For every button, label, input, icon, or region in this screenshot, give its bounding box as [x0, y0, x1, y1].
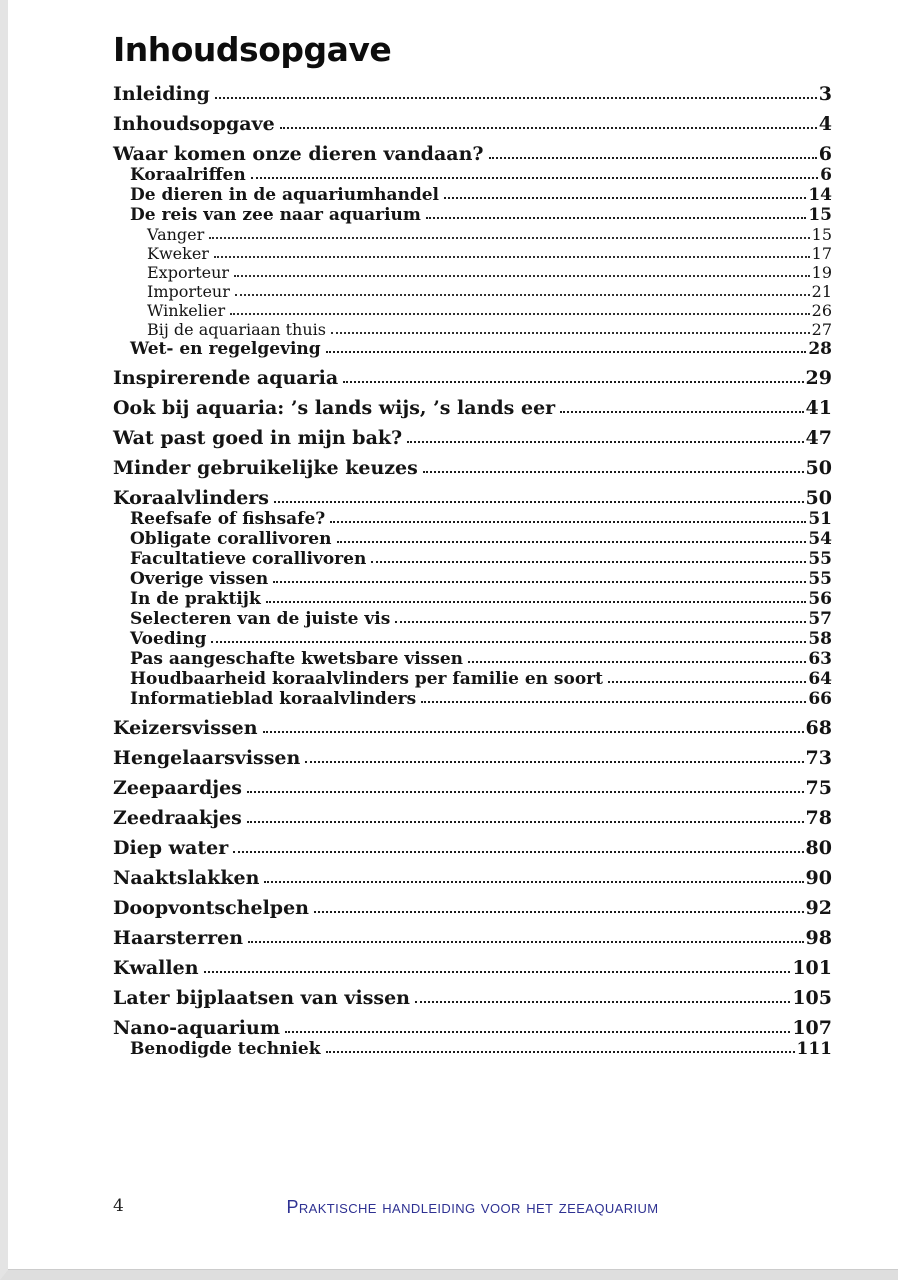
- toc-leader-dots: [209, 237, 809, 239]
- toc-entry-label: Inspirerende aquaria: [113, 367, 339, 389]
- toc-entry-page: 27: [811, 320, 832, 339]
- toc-entry-page: 29: [805, 367, 832, 389]
- toc-entry-label: Keizersvissen: [113, 717, 258, 739]
- toc-entry: [113, 868, 832, 889]
- toc-leader-dots: [421, 701, 806, 703]
- toc-leader-dots: [423, 471, 804, 473]
- toc-entry-page: 21: [811, 282, 832, 301]
- toc-entry-label: Importeur: [147, 282, 230, 301]
- toc-entry: [130, 669, 832, 689]
- toc-entry-label: Koraalriffen: [130, 165, 246, 185]
- toc-leader-dots: [264, 881, 803, 883]
- toc-entry-label: Minder gebruikelijke keuzes: [113, 457, 418, 479]
- toc-entry-label: Reefsafe of fishsafe?: [130, 509, 326, 529]
- toc-entry: [113, 84, 832, 105]
- toc-leader-dots: [204, 971, 791, 973]
- toc-entry-label: Inhoudsopgave: [113, 113, 275, 135]
- toc-entry: [113, 368, 832, 389]
- toc-entry-label: Kwallen: [113, 957, 199, 979]
- toc-leader-dots: [337, 541, 807, 543]
- toc-entry: [130, 509, 832, 529]
- toc-leader-dots: [215, 97, 817, 99]
- toc-entry: [130, 529, 832, 549]
- toc-entry: [113, 114, 832, 135]
- toc-entry-page: 78: [805, 807, 832, 829]
- toc-leader-dots: [489, 157, 817, 159]
- toc-entry-page: 15: [808, 205, 832, 225]
- toc-entry-label: Haarsterren: [113, 927, 244, 949]
- toc-entry-page: 54: [808, 529, 832, 549]
- toc-entry-page: 6: [818, 143, 832, 165]
- toc-entry-page: 50: [805, 457, 832, 479]
- toc-entry-label: Doopvontschelpen: [113, 897, 309, 919]
- toc-entry-label: De dieren in de aquariumhandel: [130, 185, 439, 205]
- toc-leader-dots: [330, 521, 806, 523]
- toc-entry: [147, 301, 832, 320]
- toc-entry-label: Selecteren van de juiste vis: [130, 609, 391, 629]
- toc-entry: [147, 244, 832, 263]
- toc-entry: [113, 988, 832, 1009]
- toc-leader-dots: [468, 661, 806, 663]
- toc-entry: [113, 898, 832, 919]
- toc-entry-label: Wet- en regelgeving: [130, 339, 321, 359]
- toc-entry: [130, 165, 832, 185]
- toc-entry-label: Winkelier: [147, 301, 226, 320]
- toc-entry: [113, 928, 832, 949]
- toc-entry-label: Inleiding: [113, 83, 210, 105]
- footer-running-title: Praktische handleiding voor het zeeaquarium: [286, 1197, 659, 1217]
- toc-leader-dots: [343, 381, 803, 383]
- toc-entry-page: 90: [805, 867, 832, 889]
- toc-entry-page: 75: [805, 777, 832, 799]
- toc-entry-page: 56: [808, 589, 832, 609]
- toc-entry-label: Exporteur: [147, 263, 230, 282]
- toc-entry: [147, 225, 832, 244]
- toc-entry-page: 19: [811, 263, 832, 282]
- toc-entry-page: 28: [808, 339, 832, 359]
- toc-entry: [130, 549, 832, 569]
- toc-entry-label: Informatieblad koraalvlinders: [130, 689, 417, 709]
- toc-entry-page: 66: [808, 689, 832, 709]
- toc-entry-label: Zeepaardjes: [113, 777, 242, 799]
- toc-entry-page: 92: [805, 897, 832, 919]
- toc-leader-dots: [395, 621, 806, 623]
- toc-entry-page: 80: [805, 837, 832, 859]
- toc-entry-page: 98: [805, 927, 832, 949]
- toc-entry: [147, 320, 832, 339]
- page-title: Inhoudsopgave: [113, 30, 392, 69]
- toc-entry-page: 105: [792, 987, 832, 1009]
- toc-leader-dots: [314, 911, 804, 913]
- toc-entry-label: Naaktslakken: [113, 867, 260, 889]
- toc-entry-label: Overige vissen: [130, 569, 269, 589]
- toc-entry: [130, 569, 832, 589]
- toc-leader-dots: [305, 761, 803, 763]
- toc-entry: [113, 718, 832, 739]
- toc-leader-dots: [371, 561, 806, 563]
- toc-entry-page: 64: [808, 669, 832, 689]
- toc-entry-label: Later bijplaatsen van vissen: [113, 987, 410, 1009]
- toc-entry-page: 3: [818, 83, 832, 105]
- toc-entry-page: 6: [820, 165, 832, 185]
- toc-leader-dots: [247, 791, 804, 793]
- toc-leader-dots: [251, 177, 818, 179]
- toc-entry: [130, 609, 832, 629]
- toc-entry-label: Houdbaarheid koraalvlinders per familie en soort: [130, 669, 603, 689]
- toc-leader-dots: [285, 1031, 790, 1033]
- toc-entry-page: 51: [808, 509, 832, 529]
- toc-entry-label: Koraalvlinders: [113, 487, 269, 509]
- toc-leader-dots: [247, 821, 804, 823]
- toc-leader-dots: [326, 351, 807, 353]
- toc-entry: [113, 1018, 832, 1039]
- toc-entry-page: 68: [805, 717, 832, 739]
- toc-leader-dots: [560, 411, 803, 413]
- toc-entry-page: 41: [805, 397, 832, 419]
- toc-entry-label: Facultatieve corallivoren: [130, 549, 367, 569]
- toc-entry-page: 57: [808, 609, 832, 629]
- toc-entry-page: 55: [808, 549, 832, 569]
- toc-entry-label: De reis van zee naar aquarium: [130, 205, 421, 225]
- toc-entry-page: 50: [805, 487, 832, 509]
- toc-entry: [113, 778, 832, 799]
- toc-entry-label: Voeding: [130, 629, 207, 649]
- toc-entry-page: 26: [811, 301, 832, 320]
- toc-entry: [113, 838, 832, 859]
- toc-entry-label: Obligate corallivoren: [130, 529, 332, 549]
- toc-entry-label: Nano-aquarium: [113, 1017, 280, 1039]
- toc-leader-dots: [234, 275, 810, 277]
- toc-leader-dots: [415, 1001, 790, 1003]
- toc-entry: [113, 428, 832, 449]
- toc-entry: [130, 589, 832, 609]
- toc-leader-dots: [608, 681, 806, 683]
- toc-entry: [130, 689, 832, 709]
- toc-leader-dots: [211, 641, 806, 643]
- toc-leader-dots: [273, 581, 806, 583]
- toc-leader-dots: [235, 294, 810, 296]
- toc-leader-dots: [214, 256, 810, 258]
- toc-entry: [113, 144, 832, 165]
- toc-entry: [130, 205, 832, 225]
- toc-entry-page: 58: [808, 629, 832, 649]
- toc-entry-label: Diep water: [113, 837, 229, 859]
- toc-entry-page: 107: [792, 1017, 832, 1039]
- toc-leader-dots: [326, 1051, 795, 1053]
- toc-leader-dots: [444, 197, 806, 199]
- toc-entry-label: Benodigde techniek: [130, 1039, 321, 1059]
- toc-leader-dots: [248, 941, 803, 943]
- footer-page-number: 4: [113, 1196, 124, 1216]
- toc-entry-label: Ook bij aquaria: ’s lands wijs, ’s lands eer: [113, 397, 556, 419]
- toc-entry-label: Pas aangeschafte kwetsbare vissen: [130, 649, 464, 669]
- toc-entry-page: 55: [808, 569, 832, 589]
- toc-entry: [113, 458, 832, 479]
- toc-entry: [147, 263, 832, 282]
- toc-entry-label: Waar komen onze dieren vandaan?: [113, 143, 484, 165]
- toc-entry: [130, 1039, 832, 1059]
- toc-entry-label: Bij de aquariaan thuis: [147, 320, 326, 339]
- toc-entry: [130, 339, 832, 359]
- toc-entry-label: In de praktijk: [130, 589, 261, 609]
- toc-leader-dots: [407, 441, 803, 443]
- toc-entry: [113, 398, 832, 419]
- toc-entry: [113, 748, 832, 769]
- toc-entry: [113, 488, 832, 509]
- toc-leader-dots: [274, 501, 804, 503]
- toc-entry: [147, 282, 832, 301]
- toc-entry: [113, 808, 832, 829]
- toc-entry-page: 111: [796, 1039, 832, 1059]
- toc-leader-dots: [280, 127, 817, 129]
- toc-leader-dots: [230, 313, 810, 315]
- toc-entry-page: 15: [811, 225, 832, 244]
- toc-entry-label: Vanger: [147, 225, 205, 244]
- toc-entry-page: 14: [808, 185, 832, 205]
- toc-entry-page: 73: [805, 747, 832, 769]
- toc-entry-page: 17: [811, 244, 832, 263]
- toc-entry-label: Zeedraakjes: [113, 807, 242, 829]
- toc-leader-dots: [266, 601, 807, 603]
- toc-leader-dots: [263, 731, 804, 733]
- toc-leader-dots: [426, 217, 806, 219]
- toc-entry: [130, 649, 832, 669]
- toc-entry-page: 101: [792, 957, 832, 979]
- toc-entry-label: Kweker: [147, 244, 209, 263]
- toc-entry-page: 63: [808, 649, 832, 669]
- toc-entry: [113, 958, 832, 979]
- toc-entry: [130, 629, 832, 649]
- toc-entry: [130, 185, 832, 205]
- page-footer: [113, 1196, 832, 1220]
- page-content: [8, 0, 898, 1059]
- toc-leader-dots: [331, 332, 810, 334]
- toc-entry-label: Wat past goed in mijn bak?: [113, 427, 403, 449]
- toc-entry-page: 47: [805, 427, 832, 449]
- toc-entry-page: 4: [818, 113, 832, 135]
- toc-entry-label: Hengelaarsvissen: [113, 747, 301, 769]
- table-of-contents: [113, 84, 832, 1059]
- toc-leader-dots: [233, 851, 803, 853]
